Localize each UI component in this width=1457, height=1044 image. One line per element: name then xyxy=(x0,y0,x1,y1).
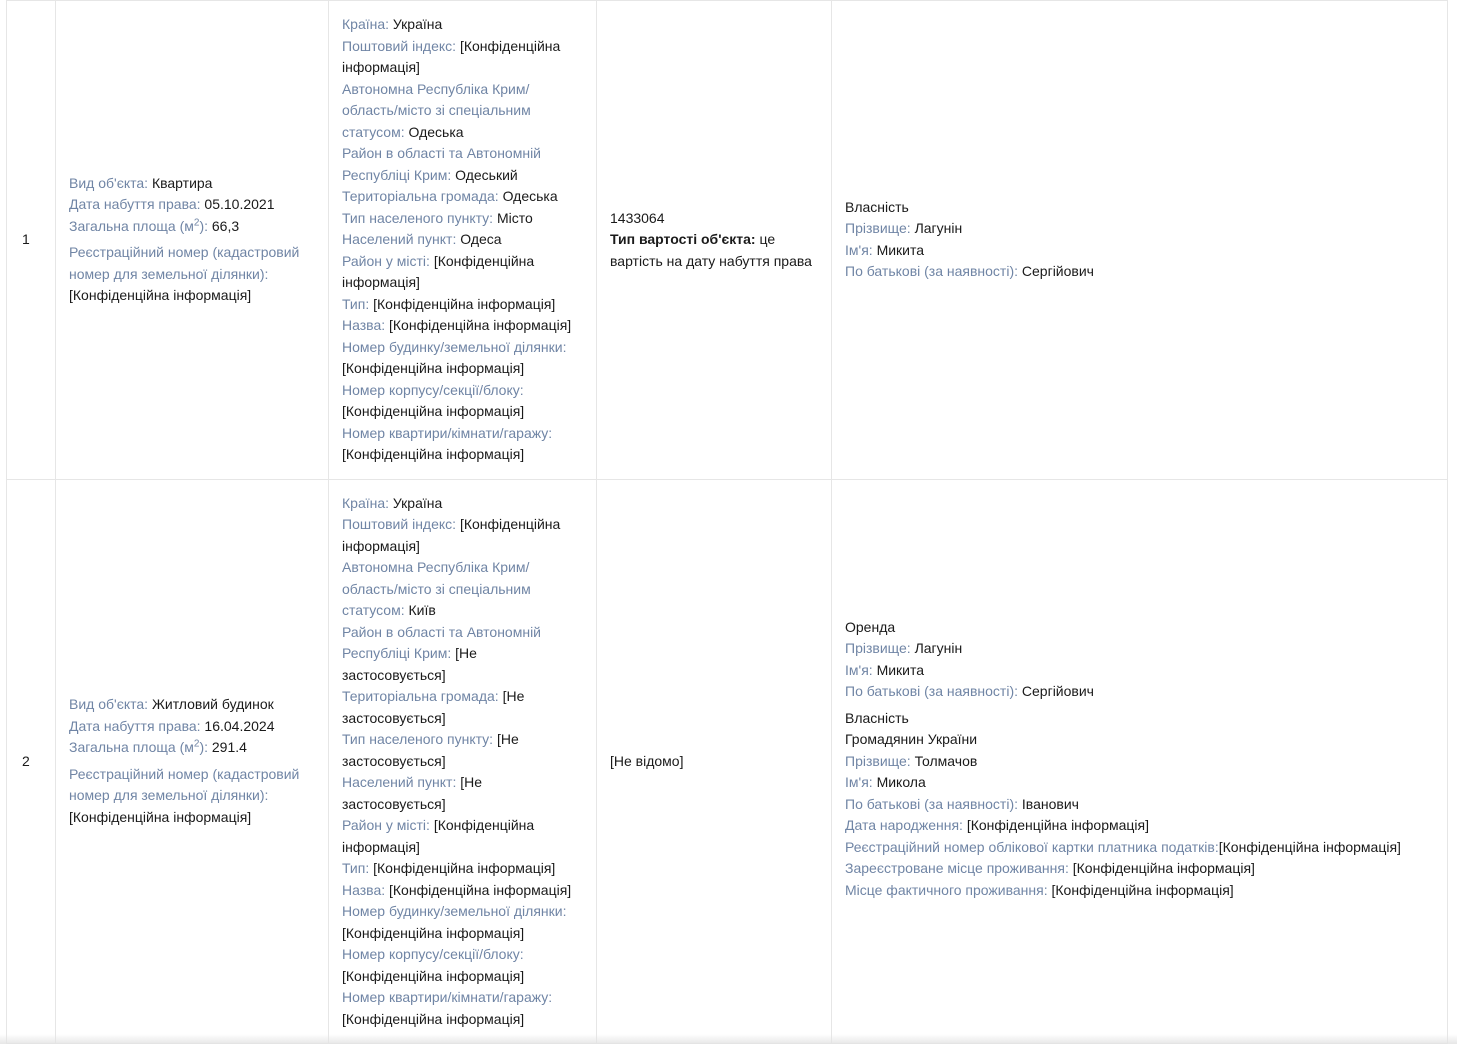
tenant-surname: Прізвище: Лагунін xyxy=(845,640,963,656)
address-field xyxy=(342,36,583,79)
address-field xyxy=(342,729,583,772)
address-field xyxy=(342,315,583,337)
address-field xyxy=(342,493,583,515)
address-field-label: Назва: xyxy=(342,881,386,898)
address-field-label: Назва: xyxy=(342,317,386,333)
address-cell xyxy=(329,1,597,480)
address-field xyxy=(342,423,583,466)
rights-cell xyxy=(832,479,1448,1044)
address-field-value: [Конфіденційна інформація] xyxy=(342,924,525,941)
owner-surname: Прізвище: Толмачов xyxy=(845,752,978,769)
address-field-value: [Конфіденційна інформація] xyxy=(342,252,535,290)
tenant-name: Ім'я: Микита xyxy=(845,661,925,678)
address-field-label: Район у місті: xyxy=(342,252,430,269)
cost-cell xyxy=(597,479,832,1044)
address-field-label: Номер квартири/кімнати/гаражу: xyxy=(342,989,553,1005)
address-field-value: Київ xyxy=(408,602,436,618)
address-field-label: Автономна Республіка Крим/ область/місто зі спеціальним статусом: xyxy=(342,80,531,140)
address-field-value: [Конфіденційна інформація] xyxy=(389,317,572,333)
address-field xyxy=(342,337,583,380)
address-field-label: Район в області та Автономній Республіці Крим: xyxy=(342,145,542,183)
owner-tax-number: Реєстраційний номер облікової картки платника податків:[Конфіденційна інформація] xyxy=(845,838,1401,855)
address-field xyxy=(342,815,583,858)
address-field-value: [Конфіденційна інформація] xyxy=(342,446,525,462)
owner-name: Ім'я: Микита xyxy=(845,241,925,258)
owner-name: Ім'я: Микола xyxy=(845,774,926,790)
address-field-label: Країна: xyxy=(342,494,390,511)
address-field-value: [Не застосовується] xyxy=(342,688,525,726)
address-field xyxy=(342,229,583,251)
address-field-value: Україна xyxy=(392,494,443,511)
address-field xyxy=(342,294,583,316)
address-field-value: [Конфіденційна інформація] xyxy=(373,860,556,876)
cost-type: Тип вартості об'єкта: це вартість на дату набуття права xyxy=(610,231,812,269)
address-field-value: [Конфіденційна інформація] xyxy=(342,1010,525,1027)
cost-value: [Не відомо] xyxy=(610,752,684,769)
row-number: 2 xyxy=(7,479,56,1044)
tenant-patronymic: По батькові (за наявності): Сергійович xyxy=(845,683,1094,699)
table-row xyxy=(7,479,1448,1044)
address-field xyxy=(342,858,583,880)
address-field xyxy=(342,901,583,944)
address-field-label: Тип населеного пункту: xyxy=(342,209,494,226)
address-field-value: [Конфіденційна інформація] xyxy=(342,967,525,984)
address-field xyxy=(342,880,583,902)
rent-right-group xyxy=(845,617,1434,703)
address-field-label: Тип: xyxy=(342,295,370,312)
address-field-label: Населений пункт: xyxy=(342,231,457,247)
address-field-label: Район в області та Автономній Республіці Крим: xyxy=(342,623,542,661)
address-field-label: Номер будинку/земельної ділянки: xyxy=(342,338,567,355)
acquisition-date: Дата набуття права: 05.10.2021 xyxy=(69,196,275,213)
owner-patronymic: По батькові (за наявності): Іванович xyxy=(845,795,1079,812)
address-field-label: Автономна Республіка Крим/ область/місто зі спеціальним статусом: xyxy=(342,559,531,618)
object-type: Вид об'єкта: Квартира xyxy=(69,174,213,191)
address-field-label: Номер корпусу/секції/блоку: xyxy=(342,946,524,962)
address-field xyxy=(342,79,583,144)
cost-cell xyxy=(597,1,832,480)
address-field-label: Територіальна громада: xyxy=(342,688,499,704)
address-field-label: Тип: xyxy=(342,860,370,876)
owner-birth-date: Дата народження: [Конфіденційна інформація] xyxy=(845,817,1150,833)
total-area: Загальна площа $(м^2)$: 291.4 xyxy=(69,738,247,756)
address-field xyxy=(342,944,583,987)
address-field-value: [Конфіденційна інформація] xyxy=(342,817,535,855)
row-number: 1 xyxy=(7,1,56,480)
address-field-value: Україна xyxy=(392,16,443,32)
address-field-value: [Конфіденційна інформація] xyxy=(389,881,572,898)
address-field xyxy=(342,987,583,1030)
bottom-scroll-fade xyxy=(0,1034,1457,1044)
address-field-value: [Конфіденційна інформація] xyxy=(342,403,525,419)
address-field-value: Одеська xyxy=(408,123,464,140)
address-field-value: [Не застосовується] xyxy=(342,774,483,812)
address-field xyxy=(342,557,583,622)
right-kind: Власність xyxy=(845,709,909,726)
address-field-label: Тип населеного пункту: xyxy=(342,731,494,747)
address-field-value: [Не застосовується] xyxy=(342,731,519,769)
right-kind: Власність xyxy=(845,198,909,215)
object-info-cell xyxy=(56,479,329,1044)
citizenship: Громадянин України xyxy=(845,731,978,747)
address-field-value: Одеська xyxy=(502,188,558,204)
real-estate-table xyxy=(6,0,1448,1044)
rights-cell xyxy=(832,1,1448,480)
cost-value: 1433064 xyxy=(610,209,665,226)
address-field-value: Одеса xyxy=(460,231,502,247)
address-field xyxy=(342,143,583,186)
address-field xyxy=(342,514,583,557)
address-field-label: Район у місті: xyxy=(342,817,430,833)
address-field xyxy=(342,186,583,208)
address-field-label: Поштовий індекс: xyxy=(342,37,457,54)
address-field xyxy=(342,686,583,729)
total-area: Загальна площа $(м^2)$: 66,3 xyxy=(69,217,240,234)
address-cell xyxy=(329,479,597,1044)
owner-surname: Прізвище: Лагунін xyxy=(845,220,963,237)
address-field-value: Одеський xyxy=(455,166,518,183)
registration-number: Реєстраційний номер (кадастровий номер для земельної ділянки): [Конфіденційна інформація] xyxy=(69,244,300,304)
table-row xyxy=(7,1,1448,480)
address-field-value: [Не застосовується] xyxy=(342,645,477,683)
address-field xyxy=(342,251,583,294)
address-field-label: Номер будинку/земельної ділянки: xyxy=(342,903,567,919)
address-field xyxy=(342,622,583,687)
object-info-cell xyxy=(56,1,329,480)
right-kind: Оренда xyxy=(845,618,896,635)
owner-patronymic: По батькові (за наявності): Сергійович xyxy=(845,263,1094,280)
address-field-label: Населений пункт: xyxy=(342,774,457,790)
own-right-group xyxy=(845,708,1434,902)
object-type: Вид об'єкта: Житловий будинок xyxy=(69,696,274,713)
address-field-value: [Конфіденційна інформація] xyxy=(342,516,561,554)
address-field xyxy=(342,772,583,815)
owner-registered-address: Зареєстроване місце проживання: [Конфіденційна інформація] xyxy=(845,860,1255,876)
address-field-label: Територіальна громада: xyxy=(342,188,499,204)
registration-number: Реєстраційний номер (кадастровий номер для земельної ділянки): [Конфіденційна інформація] xyxy=(69,765,300,825)
declaration-table-container xyxy=(6,0,1448,1027)
acquisition-date: Дата набуття права: 16.04.2024 xyxy=(69,717,275,734)
address-field-value: Місто xyxy=(496,209,533,226)
address-field xyxy=(342,14,583,36)
address-field-value: [Конфіденційна інформація] xyxy=(342,360,525,376)
address-field-label: Номер корпусу/секції/блоку: xyxy=(342,381,524,398)
owner-actual-address: Місце фактичного проживання: [Конфіденційна інформація] xyxy=(845,881,1234,898)
address-field xyxy=(342,208,583,230)
address-field-label: Поштовий індекс: xyxy=(342,516,457,532)
address-field-value: [Конфіденційна інформація] xyxy=(373,295,556,312)
address-field-label: Країна: xyxy=(342,16,390,32)
address-field-label: Номер квартири/кімнати/гаражу: xyxy=(342,424,553,441)
address-field xyxy=(342,380,583,423)
address-field-value: [Конфіденційна інформація] xyxy=(342,37,561,75)
